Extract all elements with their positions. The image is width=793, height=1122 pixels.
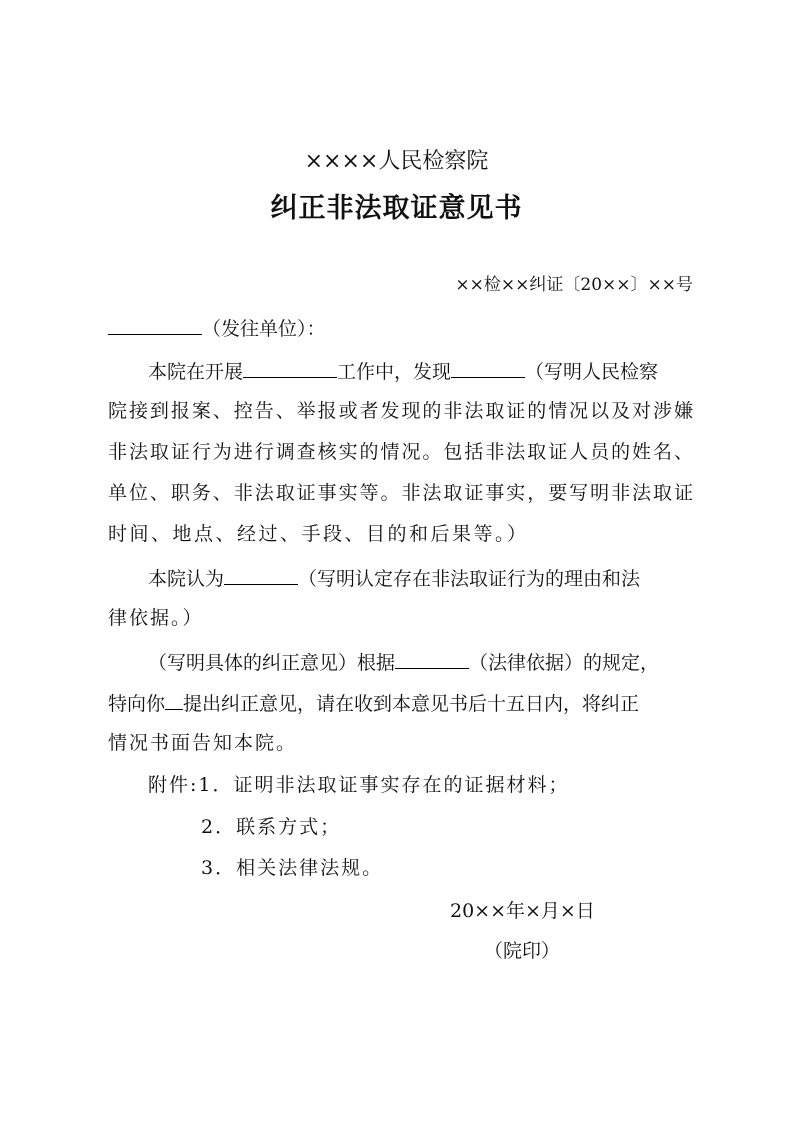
para3-line2 [108, 689, 693, 715]
para3-line1 [108, 648, 693, 674]
work-blank[interactable] [243, 357, 337, 378]
attachments-label: 附件: [148, 774, 199, 796]
text: （写明具体的纠正意见）根据 [148, 652, 396, 674]
recipient-line [108, 314, 693, 340]
document-title: 纠正非法取证意见书 [270, 193, 523, 224]
recipient-label: （发往单位）： [202, 318, 326, 340]
issue-date: 20××年×月×日 [450, 900, 595, 922]
para1-line3: 非法取证行为进行调查核实的情况。包括非法取证人员的姓名、 [108, 441, 693, 463]
text: 本院认为 [148, 568, 225, 590]
para1-line1 [108, 357, 693, 383]
attachment-item-3: 3．相关法律法规。 [201, 857, 384, 879]
text: 本院在开展 [148, 361, 244, 383]
court-seal: （院印） [484, 940, 561, 962]
text: （写明人民检察 [525, 361, 659, 383]
text: （写明认定存在非法取证行为的理由和法 [298, 568, 641, 590]
recipient-blank[interactable] [108, 314, 202, 335]
para2-line2: 律依据。） [108, 607, 204, 629]
para1-line2: 院接到报案、控告、举报或者发现的非法取证的情况以及对涉嫌 [108, 400, 693, 422]
addressee-blank[interactable] [165, 689, 183, 710]
attachment-item-2: 2．联系方式； [201, 816, 342, 838]
finding-blank[interactable] [451, 357, 525, 378]
text: 提出纠正意见，请在收到本意见书后十五日内，将纠正 [183, 693, 640, 715]
text: 1．证明非法取证事实存在的证据材料； [198, 774, 570, 796]
attachment-item-1 [108, 772, 693, 798]
legal-basis-blank[interactable] [395, 648, 469, 669]
text: 特向你 [108, 693, 166, 715]
document-number: ××检××纠证〔20××〕××号 [455, 275, 693, 295]
text: 工作中，发现 [337, 361, 452, 383]
reason-blank[interactable] [224, 564, 298, 585]
para1-line4: 单位、职务、非法取证事实等。非法取证事实，要写明非法取证 [108, 482, 693, 504]
issuing-organization: ××××人民检察院 [304, 149, 489, 174]
para1-line5: 时间、地点、经过、手段、目的和后果等。） [108, 523, 529, 545]
para2-line1 [108, 564, 693, 590]
para3-line3: 情况书面告知本院。 [108, 732, 298, 754]
text: （法律依据）的规定， [469, 652, 660, 674]
